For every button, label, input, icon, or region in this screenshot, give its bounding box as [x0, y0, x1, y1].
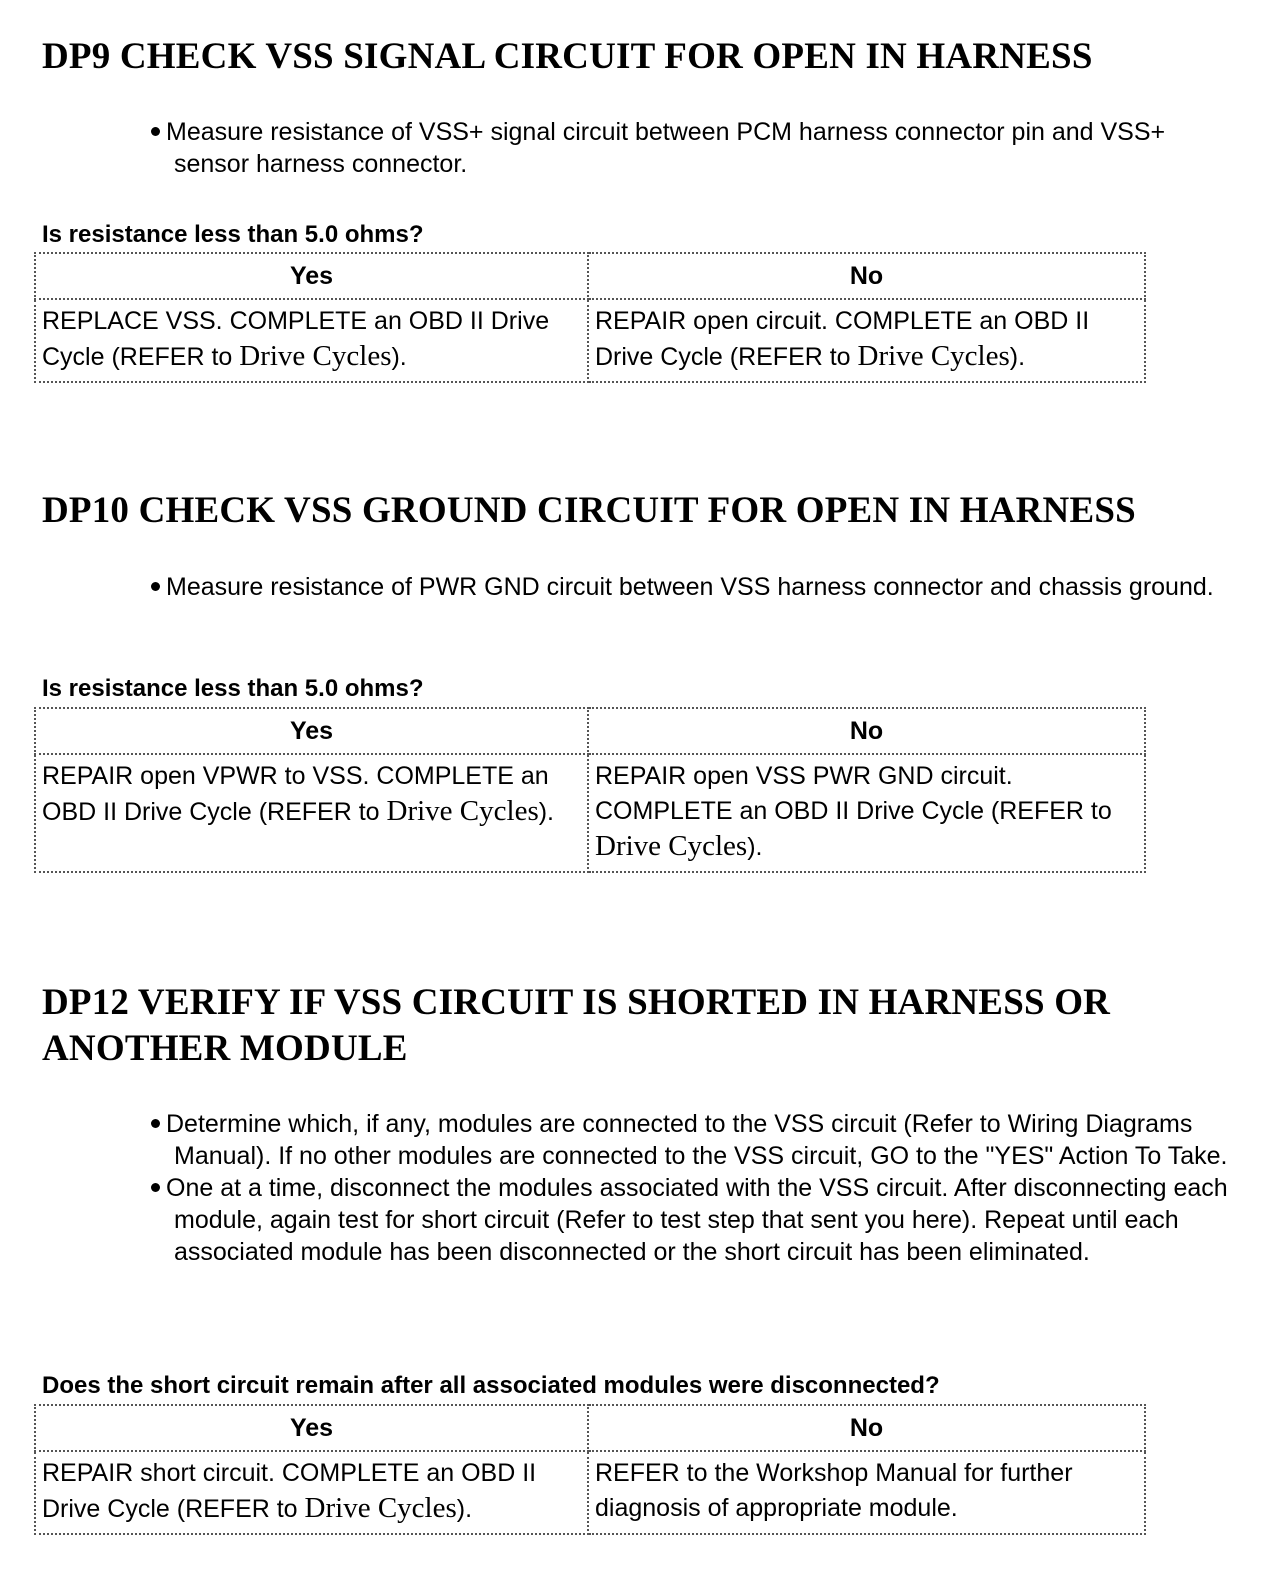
- drive-cycles-link[interactable]: Drive Cycles: [857, 340, 1010, 372]
- drive-cycles-link[interactable]: Drive Cycles: [304, 1492, 457, 1524]
- table-row: [35, 299, 1145, 382]
- yes-header: Yes: [35, 708, 588, 754]
- table-header-row: [35, 708, 1145, 754]
- table-header-row: [35, 1405, 1145, 1451]
- yes-action-cell: REPLACE VSS. COMPLETE an OBD II Drive Cycle (REFER to Drive Cycles).: [35, 299, 588, 382]
- instruction-list-dp12: [0, 1108, 1264, 1268]
- no-header: No: [588, 1405, 1145, 1451]
- bullet-icon: [151, 1119, 160, 1128]
- bullet-icon: [151, 127, 160, 136]
- section-heading-dp10: DP10 CHECK VSS GROUND CIRCUIT FOR OPEN IN HARNESS: [42, 490, 1136, 531]
- drive-cycles-link[interactable]: Drive Cycles: [239, 340, 392, 372]
- question-dp9: Is resistance less than 5.0 ohms?: [42, 221, 424, 248]
- instruction-item: Measure resistance of VSS+ signal circuit between PCM harness connector pin and VSS+ sensor harness connector.: [0, 116, 1264, 180]
- no-header: No: [588, 708, 1145, 754]
- no-action-cell: REPAIR open VSS PWR GND circuit. COMPLETE an OBD II Drive Cycle (REFER to Drive Cycles).: [588, 754, 1145, 872]
- instruction-item: Measure resistance of PWR GND circuit between VSS harness connector and chassis ground.: [0, 571, 1264, 603]
- section-heading-dp9: DP9 CHECK VSS SIGNAL CIRCUIT FOR OPEN IN HARNESS: [42, 36, 1093, 77]
- question-dp12: Does the short circuit remain after all associated modules were disconnected?: [42, 1372, 940, 1399]
- instruction-item: Determine which, if any, modules are connected to the VSS circuit (Refer to Wiring Diagrams Manual). If no other modules are connected to the VSS circuit, GO to the "YES" Action To Take.: [0, 1108, 1264, 1172]
- table-header-row: [35, 253, 1145, 299]
- action-table-dp9: [34, 252, 1146, 383]
- action-table-dp12: [34, 1404, 1146, 1535]
- no-action-cell: REPAIR open circuit. COMPLETE an OBD II Drive Cycle (REFER to Drive Cycles).: [588, 299, 1145, 382]
- yes-header: Yes: [35, 253, 588, 299]
- instruction-list-dp10: [0, 571, 1264, 603]
- table-row: [35, 1451, 1145, 1534]
- question-dp10: Is resistance less than 5.0 ohms?: [42, 675, 424, 702]
- yes-action-cell: REPAIR short circuit. COMPLETE an OBD II Drive Cycle (REFER to Drive Cycles).: [35, 1451, 588, 1534]
- instruction-item: One at a time, disconnect the modules associated with the VSS circuit. After disconnecting each module, again test for short circuit (Refer to test step that sent you here). Repeat until each associated module has been disconnected or the short circuit has been eliminated.: [0, 1172, 1264, 1268]
- action-table-dp10: [34, 707, 1146, 873]
- drive-cycles-link[interactable]: Drive Cycles: [595, 830, 748, 862]
- no-header: No: [588, 253, 1145, 299]
- bullet-icon: [151, 1183, 160, 1192]
- bullet-icon: [151, 582, 160, 591]
- instruction-list-dp9: [0, 116, 1264, 180]
- drive-cycles-link[interactable]: Drive Cycles: [386, 795, 539, 827]
- yes-action-cell: REPAIR open VPWR to VSS. COMPLETE an OBD II Drive Cycle (REFER to Drive Cycles).: [35, 754, 588, 872]
- section-heading-dp12: DP12 VERIFY IF VSS CIRCUIT IS SHORTED IN HARNESS OR ANOTHER MODULE: [42, 982, 1111, 1069]
- yes-header: Yes: [35, 1405, 588, 1451]
- no-action-cell: REFER to the Workshop Manual for further diagnosis of appropriate module.: [588, 1451, 1145, 1534]
- table-row: [35, 754, 1145, 872]
